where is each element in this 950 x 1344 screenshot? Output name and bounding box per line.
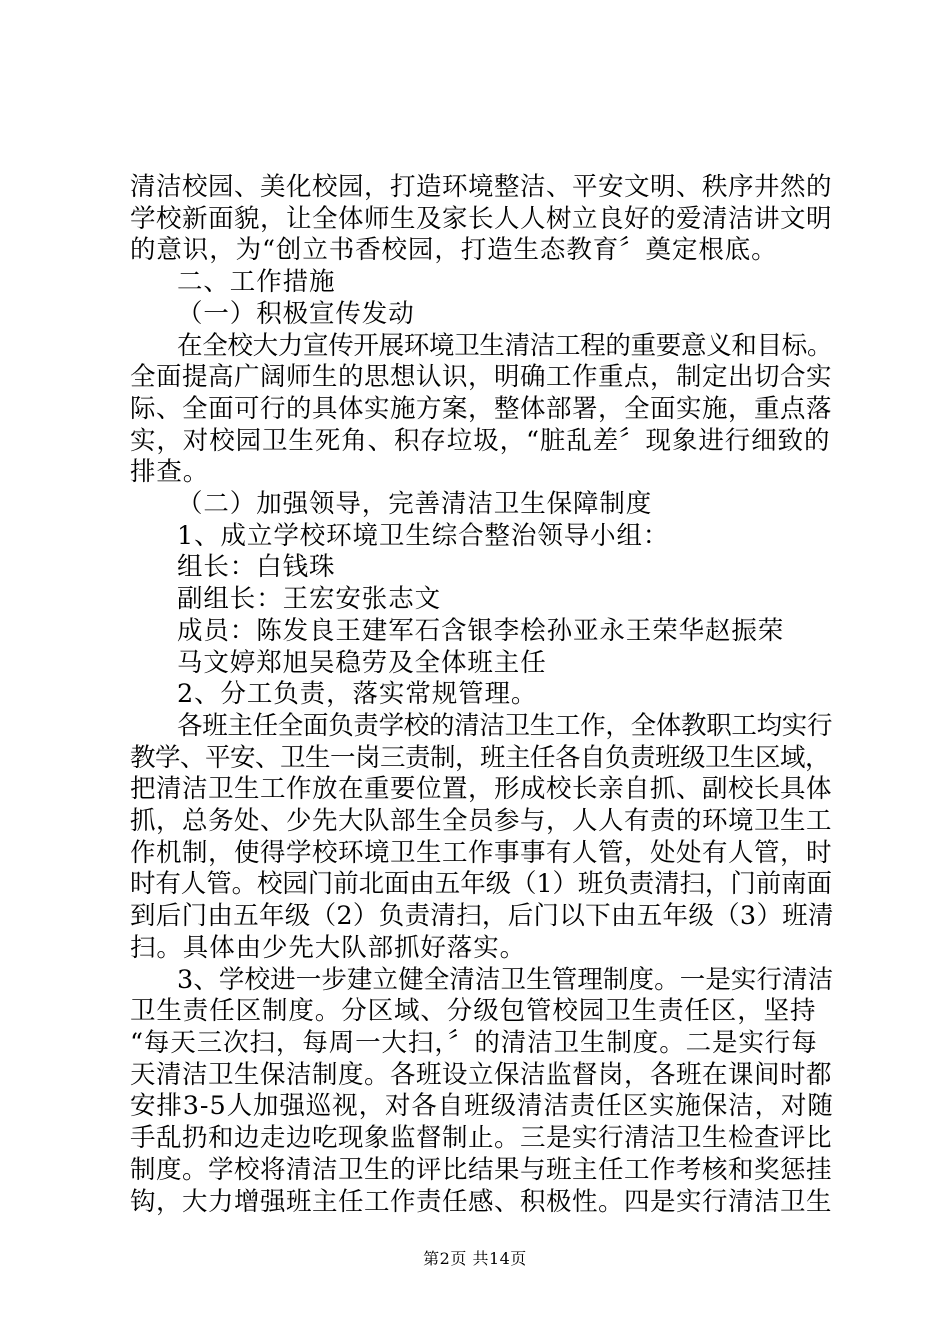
text-line: 时有人管。校园门前北面由五年级（1）班负责清扫，门前南面: [130, 869, 832, 900]
subsection-heading: （二）加强领导，完善清洁卫生保障制度: [177, 489, 653, 520]
text-line: 排查。: [130, 457, 210, 488]
section-heading: 二、工作措施: [177, 267, 336, 298]
text-line: 实，对校园卫生死角、积存垃圾，“脏乱差〞现象进行细致的: [130, 425, 831, 456]
text-line: 成员：陈发良王建军石含银李桧孙亚永王荣华赵振荣: [177, 615, 785, 646]
text-line: 3、学校进一步建立健全清洁卫生管理制度。一是实行清洁: [177, 964, 834, 995]
text-line: 制度。学校将清洁卫生的评比结果与班主任工作考核和奖惩挂: [130, 1154, 833, 1185]
text-line: 2、分工负责，落实常规管理。: [177, 679, 538, 710]
text-line: “每天三次扫，每周一大扫，〞的清洁卫生制度。二是实行每: [130, 1027, 818, 1058]
text-line: 手乱扔和边走边吃现象监督制止。三是实行清洁卫生检查评比: [130, 1123, 833, 1154]
text-line: 卫生责任区制度。分区域、分级包管校园卫生责任区，坚持: [130, 996, 817, 1027]
text-line: 作机制，使得学校环境卫生工作事事有人管，处处有人管，时: [130, 837, 833, 868]
text-line: 抓，总务处、少先大队部生全员参与，人人有责的环境卫生工: [130, 806, 833, 837]
subsection-heading: （一）积极宣传发动: [177, 298, 415, 329]
text-line: 把清洁卫生工作放在重要位置，形成校长亲自抓、副校长具体: [130, 774, 833, 805]
text-line: 学校新面貌，让全体师生及家长人人树立良好的爱清洁讲文明: [130, 203, 833, 234]
text-line: 各班主任全面负责学校的清洁卫生工作，全体教职工均实行: [177, 710, 833, 741]
text-line: 安排3-5人加强巡视，对各自班级清洁责任区实施保洁，对随: [130, 1091, 834, 1122]
text-line: 教学、平安、卫生一岗三责制，班主任各自负责班级卫生区域，: [130, 742, 831, 773]
text-line: 组长：白钱珠: [177, 552, 336, 583]
text-line: 副组长：王宏安张志文: [177, 584, 442, 615]
text-line: 1、成立学校环境卫生综合整治领导小组：: [177, 520, 670, 551]
text-line: 到后门由五年级（2）负责清扫，后门以下由五年级（3）班清: [130, 901, 834, 932]
text-line: 在全校大力宣传开展环境卫生清洁工程的重要意义和目标。: [177, 330, 833, 361]
text-line: 际、全面可行的具体实施方案，整体部署，全面实施，重点落: [130, 393, 833, 424]
text-line: 全面提高广阔师生的思想认识，明确工作重点，制定出切合实: [130, 362, 833, 393]
document-body: [130, 172, 835, 1218]
page-number-footer: 第2页 共14页: [423, 1249, 527, 1268]
text-line: 清洁校园、美化校园，打造环境整洁、平安文明、秩序井然的: [130, 172, 833, 202]
text-line: 马文婷郑旭吴稳劳及全体班主任: [177, 647, 547, 678]
text-line: 钩，大力增强班主任工作责任感、积极性。四是实行清洁卫生: [130, 1186, 833, 1217]
text-line: 的意识，为“创立书香校园，打造生态教育〞奠定根底。: [130, 235, 778, 266]
text-line: 扫。具体由少先大队部抓好落实。: [130, 932, 527, 963]
text-line: 天清洁卫生保洁制度。各班设立保洁监督岗，各班在课间时都: [130, 1059, 833, 1090]
